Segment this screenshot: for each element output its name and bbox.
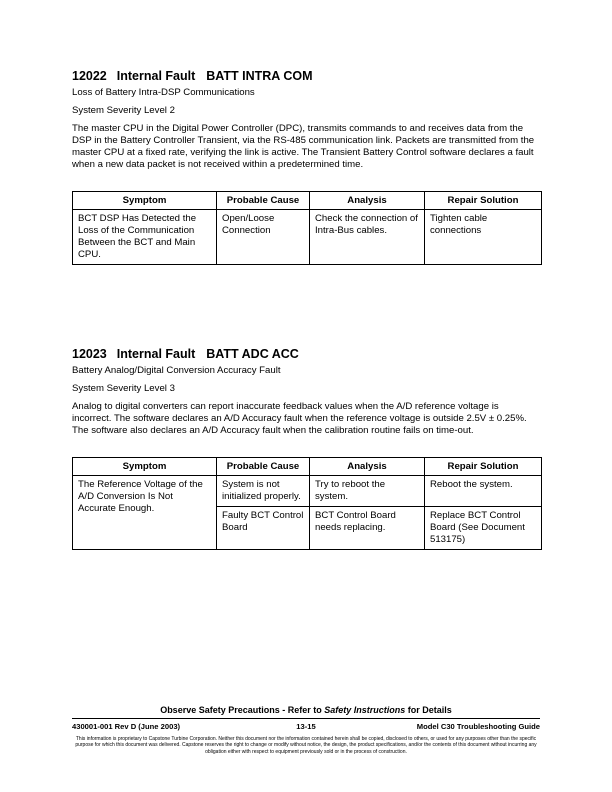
header-probable-cause: Probable Cause <box>217 192 310 210</box>
cell-repair-solution: Tighten cable connections <box>425 210 542 265</box>
safety-notice-prefix: Observe Safety Precautions - Refer to <box>160 705 325 715</box>
fault-heading <box>72 69 540 84</box>
fault-type: Internal Fault <box>116 69 196 83</box>
fault-heading <box>72 347 540 362</box>
table-row <box>73 210 542 265</box>
header-analysis: Analysis <box>310 192 425 210</box>
severity-level: System Severity Level 3 <box>72 383 175 394</box>
cell-analysis: Try to reboot the system. <box>310 476 425 507</box>
guide-title: Model C30 Troubleshooting Guide <box>416 722 540 731</box>
severity-level: System Severity Level 2 <box>72 105 175 116</box>
table-header-row <box>73 458 542 476</box>
cell-probable-cause: Faulty BCT Control Board <box>217 507 310 550</box>
fault-type: Internal Fault <box>116 347 196 361</box>
legal-disclaimer: This information is proprietary to Capstone Turbine Corporation. Neither this document nor the information contained herein shall be copied, disclosed to others, or used for any purposes other than the specific purpose for which this document was delivered. Capstone reserves the right to change or modify without notice, the design, the product specifications, and/or the contents of this document without incurring any obligation either with respect to equipment previously sold or in the process of construction. <box>75 736 537 755</box>
safety-notice-suffix: for Details <box>405 705 452 715</box>
header-analysis: Analysis <box>310 458 425 476</box>
table-row <box>73 476 542 507</box>
fault-name: BATT ADC ACC <box>206 347 299 361</box>
cell-symptom: BCT DSP Has Detected the Loss of the Communication Between the BCT and Main CPU. <box>73 210 217 265</box>
footer-row <box>72 722 540 733</box>
document-number: 430001-001 Rev D (June 2003) <box>72 722 181 731</box>
cell-analysis: BCT Control Board needs replacing. <box>310 507 425 550</box>
page-number: 13-15 <box>296 722 316 731</box>
fault-code: 12023 <box>72 347 107 361</box>
cell-symptom: The Reference Voltage of the A/D Conversion Is Not Accurate Enough. <box>73 476 217 550</box>
header-probable-cause: Probable Cause <box>217 458 310 476</box>
header-symptom: Symptom <box>73 192 217 210</box>
cell-repair-solution: Reboot the system. <box>425 476 542 507</box>
fault-name: BATT INTRA COM <box>206 69 313 83</box>
header-repair-solution: Repair Solution <box>425 192 542 210</box>
safety-instructions-reference: Safety Instructions <box>324 705 406 715</box>
table-header-row <box>73 192 542 210</box>
fault-subtitle: Loss of Battery Intra-DSP Communications <box>72 87 255 98</box>
cell-probable-cause: System is not initialized properly. <box>217 476 310 507</box>
header-symptom: Symptom <box>73 458 217 476</box>
fault-12023-section <box>72 347 540 437</box>
fault-code: 12022 <box>72 69 107 83</box>
fault-12023-table <box>72 457 542 550</box>
fault-12022-section <box>72 69 540 171</box>
safety-notice <box>0 705 612 715</box>
fault-subtitle: Battery Analog/Digital Conversion Accuracy Fault <box>72 365 281 376</box>
header-repair-solution: Repair Solution <box>425 458 542 476</box>
cell-repair-solution: Replace BCT Control Board (See Document 513175) <box>425 507 542 550</box>
footer-divider <box>72 718 540 719</box>
fault-12022-table <box>72 191 542 265</box>
fault-description: Analog to digital converters can report inaccurate feedback values when the A/D reference voltage is incorrect. The software declares an A/D Accuracy fault when the reference voltage is outside 2.5V ± 0.25%. The software also declares an A/D Accuracy fault when the calibration routine fails on time-out. <box>72 401 527 436</box>
fault-description: The master CPU in the Digital Power Controller (DPC), transmits commands to and receives data from the DSP in the Battery Controller Transient, via the RS-485 communication link. Packets are transmitted from the master CPU at a fixed rate, verifying the link is active. The Transient Battery Control software declares a fault when a new data packet is not received within a predetermined time. <box>72 123 535 170</box>
cell-analysis: Check the connection of Intra-Bus cables. <box>310 210 425 265</box>
cell-probable-cause: Open/Loose Connection <box>217 210 310 265</box>
